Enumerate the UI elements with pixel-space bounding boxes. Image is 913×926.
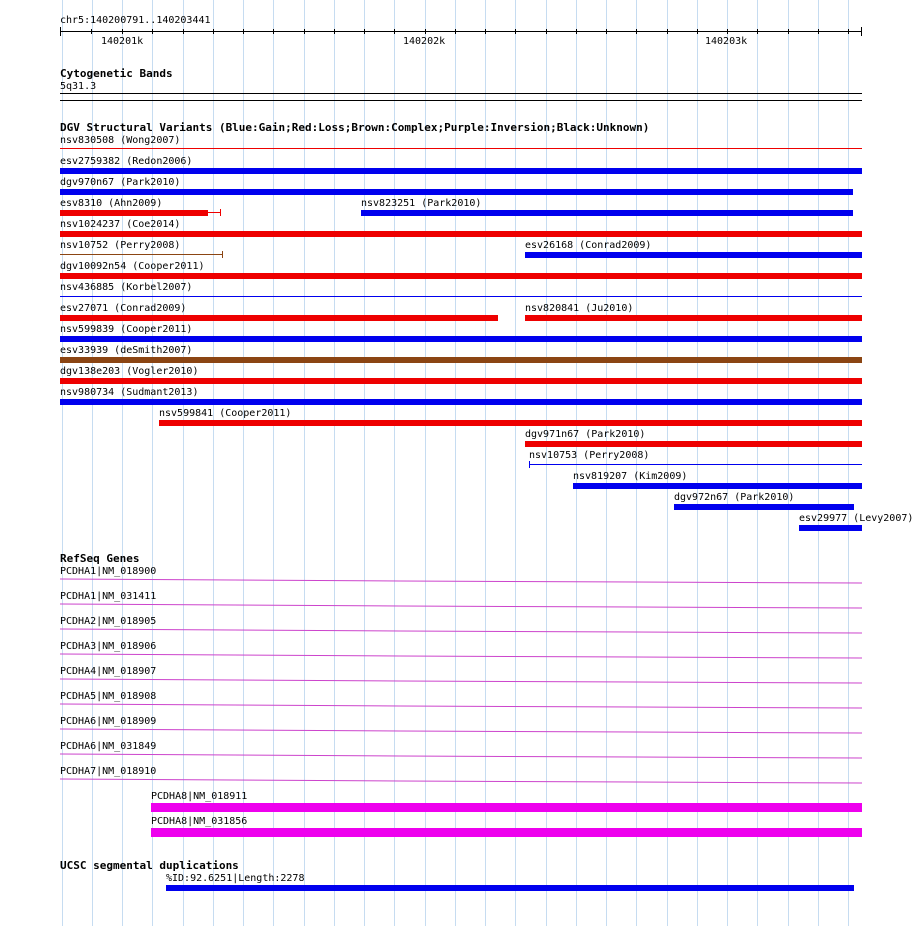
ruler-location: chr5:140200791..140203441 <box>60 15 211 26</box>
variant-label[interactable]: dgv971n67 (Park2010) <box>525 429 646 440</box>
variant-label[interactable]: nsv820841 (Ju2010) <box>525 303 634 314</box>
gene-label[interactable]: PCDHA4|NM_018907 <box>60 666 157 677</box>
variant-label[interactable]: nsv830508 (Wong2007) <box>60 135 181 146</box>
variant-label[interactable]: dgv138e203 (Vogler2010) <box>60 366 199 377</box>
variant-label[interactable]: nsv819207 (Kim2009) <box>573 471 688 482</box>
gene-intron-line <box>60 704 862 708</box>
variant-label[interactable]: nsv1024237 (Coe2014) <box>60 219 181 230</box>
variant-label[interactable]: esv27071 (Conrad2009) <box>60 303 187 314</box>
segdup-bar[interactable] <box>166 885 854 891</box>
gene-intron-line <box>60 779 862 783</box>
gene-exon-bar[interactable] <box>151 828 862 837</box>
variant-label[interactable]: esv33939 (deSmith2007) <box>60 345 193 356</box>
gene-exon-bar[interactable] <box>151 803 862 812</box>
gene-label[interactable]: PCDHA8|NM_018911 <box>151 791 248 802</box>
variant-label[interactable]: esv26168 (Conrad2009) <box>525 240 652 251</box>
variant-label[interactable]: nsv436885 (Korbel2007) <box>60 282 193 293</box>
ruler-label: 140201k <box>101 36 144 47</box>
variant-label[interactable]: nsv599839 (Cooper2011) <box>60 324 193 335</box>
gene-intron-line <box>60 579 862 583</box>
gene-label[interactable]: PCDHA6|NM_018909 <box>60 716 157 727</box>
variant-label[interactable]: nsv823251 (Park2010) <box>361 198 482 209</box>
gene-label[interactable]: PCDHA6|NM_031849 <box>60 741 157 752</box>
variant-label[interactable]: dgv10092n54 (Cooper2011) <box>60 261 205 272</box>
variant-label[interactable]: dgv972n67 (Park2010) <box>674 492 795 503</box>
variant-label[interactable]: esv2759382 (Redon2006) <box>60 156 193 167</box>
dgv-track-title[interactable]: DGV Structural Variants (Blue:Gain;Red:Loss;Brown:Complex;Purple:Inversion;Black:Unknown) <box>60 121 650 134</box>
cyto-track-title[interactable]: Cytogenetic Bands <box>60 67 173 80</box>
gene-label[interactable]: PCDHA1|NM_031411 <box>60 591 157 602</box>
variant-label[interactable]: nsv10753 (Perry2008) <box>529 450 650 461</box>
gene-intron-line <box>60 654 862 658</box>
refseq-track-title[interactable]: RefSeq Genes <box>60 552 140 565</box>
variant-label[interactable]: dgv970n67 (Park2010) <box>60 177 181 188</box>
gene-intron-line <box>60 629 862 633</box>
gene-intron-line <box>60 679 862 683</box>
gene-label[interactable]: PCDHA1|NM_018900 <box>60 566 157 577</box>
gene-intron-line <box>60 604 862 608</box>
ruler-label: 140203k <box>705 36 748 47</box>
variant-label[interactable]: nsv10752 (Perry2008) <box>60 240 181 251</box>
gene-label[interactable]: PCDHA7|NM_018910 <box>60 766 157 777</box>
ruler-label: 140202k <box>403 36 446 47</box>
gene-label[interactable]: PCDHA3|NM_018906 <box>60 641 157 652</box>
gene-intron-line <box>60 754 862 758</box>
variant-label[interactable]: esv29977 (Levy2007) <box>799 513 913 524</box>
gene-label[interactable]: PCDHA2|NM_018905 <box>60 616 157 627</box>
gene-label[interactable]: PCDHA5|NM_018908 <box>60 691 157 702</box>
segdup-label[interactable]: %ID:92.6251|Length:2278 <box>166 873 305 884</box>
variant-label[interactable]: nsv599841 (Cooper2011) <box>159 408 292 419</box>
segdup-track-title[interactable]: UCSC segmental duplications <box>60 859 239 872</box>
gene-intron-line <box>60 729 862 733</box>
variant-label[interactable]: nsv980734 (Sudmant2013) <box>60 387 199 398</box>
variant-label[interactable]: esv8310 (Ahn2009) <box>60 198 163 209</box>
cyto-band-label[interactable]: 5q31.3 <box>60 81 97 92</box>
gene-label[interactable]: PCDHA8|NM_031856 <box>151 816 248 827</box>
